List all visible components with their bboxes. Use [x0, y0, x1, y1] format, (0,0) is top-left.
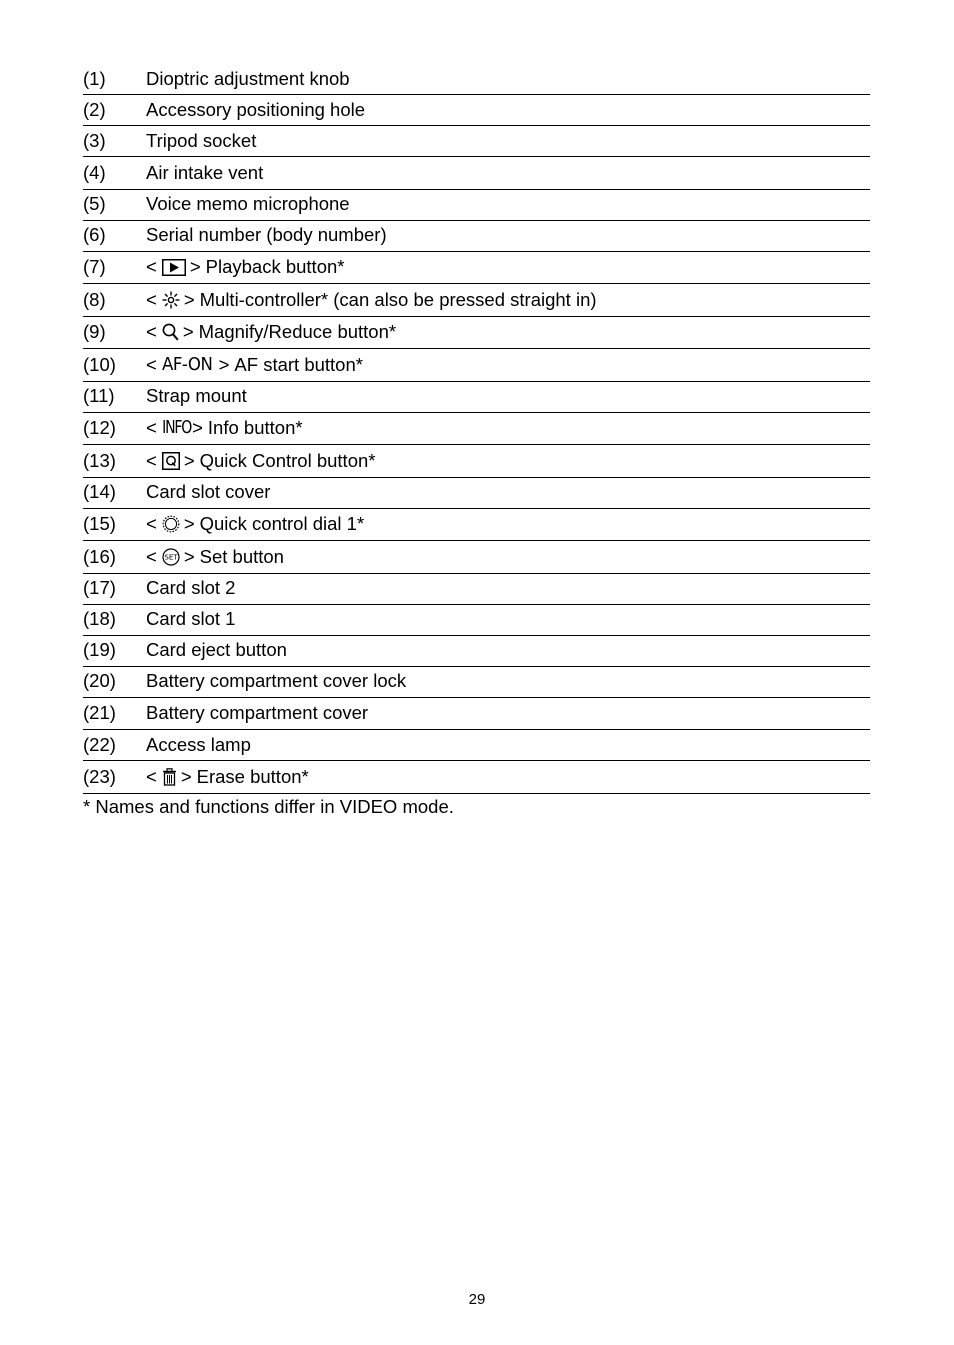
item-number: (2): [83, 98, 106, 120]
close-bracket: >: [192, 417, 203, 438]
table-row: [83, 730, 870, 761]
item-label: AF start button*: [234, 353, 363, 375]
item-label: Quick control dial 1*: [199, 513, 365, 534]
magnify-icon: [162, 323, 179, 341]
item-number: (4): [83, 161, 106, 183]
item-number: (22): [83, 733, 116, 755]
table-row: [83, 382, 870, 413]
item-label: Multi-controller* (can also be pressed straight in): [199, 288, 597, 310]
table-row: [83, 64, 870, 95]
item-label: Battery compartment cover: [146, 702, 369, 723]
item-label: Card slot 2: [146, 577, 236, 599]
table-row: [83, 413, 870, 446]
table-row: [83, 574, 870, 605]
page-number: 29: [468, 1291, 486, 1308]
item-number: (13): [83, 449, 116, 471]
table-row: [83, 157, 870, 190]
open-bracket: <: [146, 449, 157, 471]
item-number: (11): [83, 385, 115, 407]
item-number: (12): [83, 417, 116, 438]
table-row: [83, 509, 870, 542]
item-number: (3): [83, 129, 106, 151]
playback-icon: [162, 259, 186, 276]
quick-control-icon: [162, 452, 180, 470]
item-label: Voice memo microphone: [146, 193, 350, 215]
footnote: * Names and functions differ in VIDEO mode.: [83, 796, 454, 817]
open-bracket: <: [146, 288, 157, 310]
table-row: [83, 478, 870, 509]
item-number: (7): [83, 256, 106, 277]
item-label: Access lamp: [146, 733, 251, 755]
close-bracket: >: [183, 545, 195, 567]
item-number: (21): [83, 702, 116, 723]
table-row: [83, 541, 870, 574]
item-number: (18): [83, 608, 116, 630]
table-row: [83, 95, 870, 126]
quick-control-dial-icon: [162, 515, 180, 533]
set-icon: [162, 548, 180, 566]
open-bracket: <: [146, 353, 157, 375]
table-row: [83, 698, 870, 731]
erase-icon: [162, 768, 177, 786]
item-label: Quick Control button*: [199, 449, 376, 471]
item-label: Card slot 1: [146, 608, 236, 630]
item-label: Magnify/Reduce button*: [198, 321, 397, 342]
item-label: Card eject button: [146, 639, 287, 661]
item-number: (16): [83, 545, 116, 567]
item-number: (9): [83, 321, 106, 342]
close-bracket: >: [182, 321, 194, 342]
item-label: Set button: [199, 545, 284, 567]
open-bracket: <: [146, 765, 157, 787]
item-label: Card slot cover: [146, 481, 271, 503]
item-number: (10): [83, 353, 116, 375]
open-bracket: <: [146, 513, 157, 534]
af-on-icon: AF-ON: [161, 353, 213, 375]
open-bracket: <: [146, 256, 157, 277]
item-label: Dioptric adjustment knob: [146, 67, 350, 89]
item-number: (6): [83, 224, 106, 246]
table-row: [83, 126, 870, 157]
table-row: [83, 667, 870, 698]
item-number: (5): [83, 193, 106, 215]
open-bracket: <: [146, 321, 157, 342]
item-label: Accessory positioning hole: [146, 98, 366, 120]
multi-controller-icon: [162, 291, 180, 309]
parts-table: [83, 64, 870, 794]
item-label: Strap mount: [146, 385, 247, 407]
item-number: (1): [83, 67, 106, 89]
item-number: (17): [83, 577, 116, 599]
item-label: Battery compartment cover lock: [146, 670, 407, 692]
table-row: [83, 605, 870, 636]
item-label: Info button*: [207, 417, 303, 438]
table-row: [83, 317, 870, 350]
item-number: (8): [83, 288, 106, 310]
item-label: Tripod socket: [146, 129, 257, 151]
close-bracket: >: [218, 353, 230, 375]
open-bracket: <: [146, 545, 157, 567]
close-bracket: >: [180, 765, 192, 787]
table-row: [83, 252, 870, 285]
item-number: (19): [83, 639, 116, 661]
open-bracket: <: [146, 417, 157, 438]
item-number: (15): [83, 513, 116, 534]
close-bracket: >: [183, 513, 195, 534]
table-row: [83, 221, 870, 252]
table-row: [83, 349, 870, 382]
item-label: Air intake vent: [146, 161, 264, 183]
table-row: [83, 636, 870, 667]
item-number: (23): [83, 765, 116, 787]
close-bracket: >: [183, 288, 195, 310]
table-row: [83, 761, 870, 794]
info-icon: INFO: [161, 417, 192, 439]
table-row: [83, 284, 870, 317]
item-label: Erase button*: [196, 765, 309, 787]
item-number: (14): [83, 481, 116, 503]
item-label: Serial number (body number): [146, 224, 387, 246]
table-row: [83, 190, 870, 221]
table-row: [83, 445, 870, 478]
set-icon-text: SET: [164, 553, 178, 562]
item-label: Playback button*: [205, 256, 345, 277]
close-bracket: >: [189, 256, 201, 277]
close-bracket: >: [183, 449, 195, 471]
item-number: (20): [83, 670, 116, 692]
